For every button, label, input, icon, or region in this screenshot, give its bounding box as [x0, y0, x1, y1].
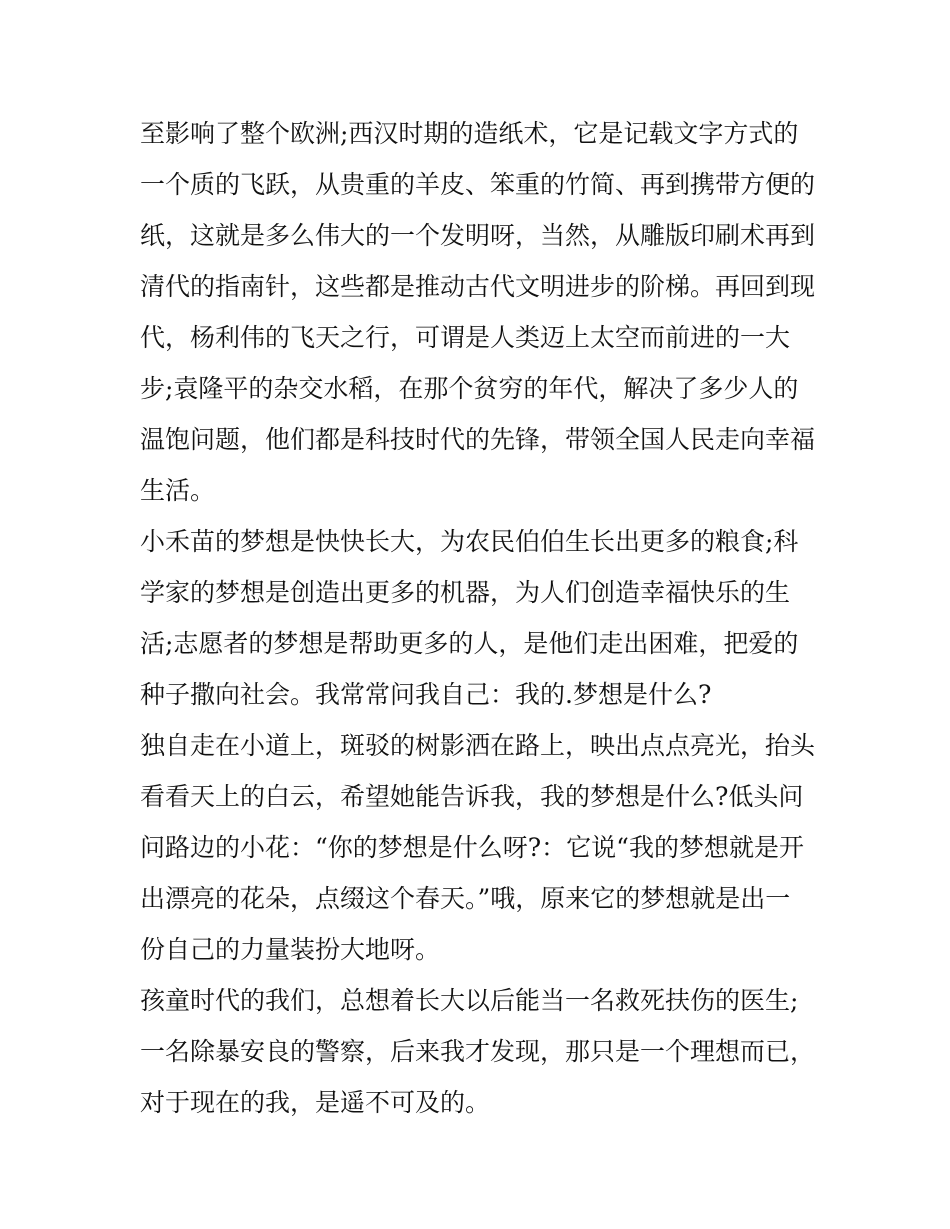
text-line: 代，杨利伟的飞天之行，可谓是人类迈上太空而前进的一大	[140, 323, 791, 352]
text-line: 一个质的飞跃，从贵重的羊皮、笨重的竹简、再到携带方便的	[140, 170, 816, 199]
text-line: 对于现在的我，是遥不可及的。	[140, 1088, 491, 1117]
text-line: 种子撒向社会。我常常问我自己：我的.梦想是什么?	[140, 680, 712, 709]
text-line: 温饱问题，他们都是科技时代的先锋，带领全国人民走向幸福	[140, 425, 816, 454]
text-line: 小禾苗的梦想是快快长大，为农民伯伯生长出更多的粮食;科	[140, 527, 799, 556]
text-line: 清代的指南针，这些都是推动古代文明进步的阶梯。再回到现	[140, 272, 816, 301]
text-line: 份自己的力量装扮大地呀。	[140, 935, 441, 964]
text-line: 看看天上的白云，希望她能告诉我，我的梦想是什么?低头问	[140, 782, 804, 811]
text-line: 生活。	[140, 476, 216, 505]
text-line: 问路边的小花：“你的梦想是什么呀?：它说“我的梦想就是开	[140, 833, 804, 862]
text-line: 至影响了整个欧洲;西汉时期的造纸术，它是记载文字方式的	[140, 119, 799, 148]
text-line: 学家的梦想是创造出更多的机器，为人们创造幸福快乐的生	[140, 578, 791, 607]
text-line: 独自走在小道上，斑驳的树影洒在路上，映出点点亮光，抬头	[140, 731, 816, 760]
text-line: 孩童时代的我们，总想着长大以后能当一名救死扶伤的医生;	[140, 986, 799, 1015]
text-line: 一名除暴安良的警察，后来我才发现，那只是一个理想而已，	[140, 1037, 816, 1066]
document-body	[140, 108, 820, 1128]
text-line: 出漂亮的花朵，点缀这个春天。”哦，原来它的梦想就是出一	[140, 884, 791, 913]
text-line: 活;志愿者的梦想是帮助更多的人，是他们走出困难，把爱的	[140, 629, 799, 658]
text-line: 纸，这就是多么伟大的一个发明呀，当然，从雕版印刷术再到	[140, 221, 816, 250]
text-line: 步;袁隆平的杂交水稻，在那个贫穷的年代，解决了多少人的	[140, 374, 799, 403]
